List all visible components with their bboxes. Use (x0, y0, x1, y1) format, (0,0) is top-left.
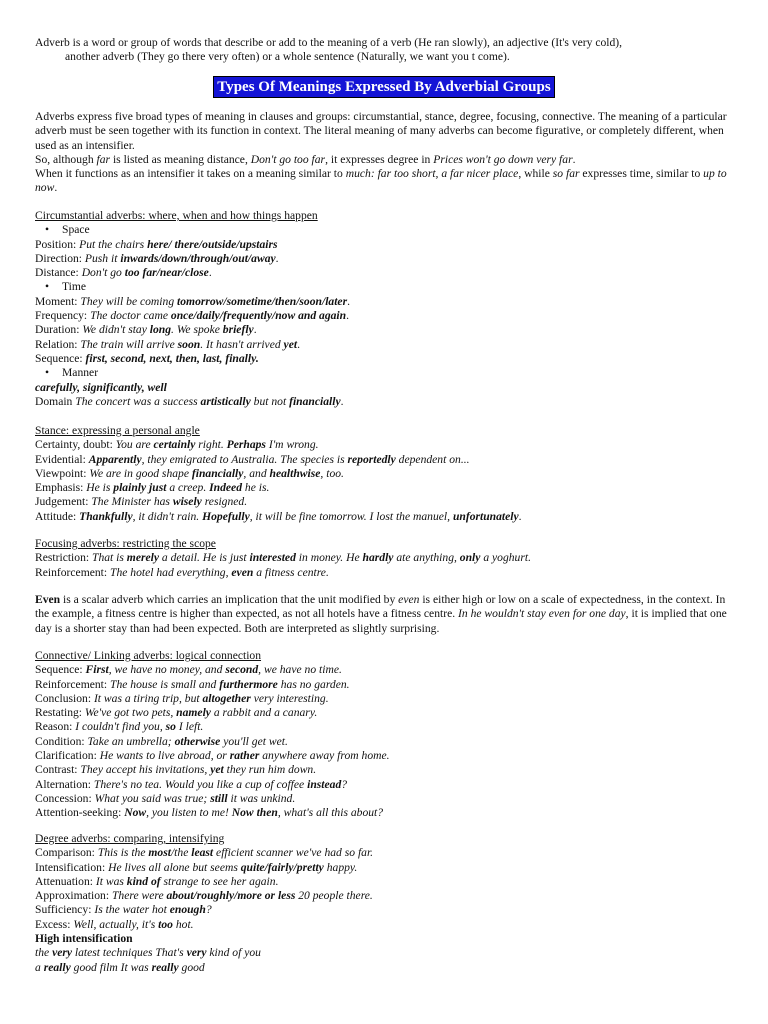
attitude-line: Attitude: Thankfully, it didn't rain. Hopefully, it will be fine tomorrow. I lost the manuel, unfortunately. (35, 509, 522, 523)
comparison-line: Comparison: This is the most/the least efficient scanner we've had so far. (35, 846, 374, 860)
manner-line: carefully, significantly, well (35, 380, 167, 394)
overview-when-line: When it functions as an intensifier it takes on a meaning similar to much: far too short, a far nicer place, while so far expresses time, similar to up to now. (35, 167, 727, 195)
stance-section (35, 424, 735, 524)
conn-reinforcement-line: Reinforcement: The house is small and furthermore has no garden. (35, 677, 350, 691)
bullet-manner: • Manner (45, 366, 99, 380)
overview-paragraph (35, 110, 735, 196)
duration-line: Duration: We didn't stay long. We spoke briefly. (35, 323, 257, 337)
domain-line: Domain The concert was a success artistically but not financially. (35, 394, 344, 408)
restriction-line: Restriction: That is merely a detail. He is just interested in money. He hardly ate anything, only a yoghurt. (35, 551, 531, 565)
section-heading: Stance: expressing a personal angle (35, 424, 200, 437)
bullet-time: • Time (45, 280, 87, 294)
viewpoint-line: Viewpoint: We are in good shape financially, and healthwise, too. (35, 466, 344, 480)
section-heading: Circumstantial adverbs: where, when and how things happen (35, 209, 318, 222)
intro-paragraph (35, 36, 735, 65)
direction-line: Direction: Push it inwards/down/through/out/away. (35, 251, 279, 265)
judgement-line: Judgement: The Minister has wisely resigned. (35, 495, 248, 509)
intro-line-1: Adverb is a word or group of words that describe or add to the meaning of a verb (He ran slowly), an adjective (It's very cold), (35, 36, 623, 49)
example-line-1: the very latest techniques That's very kind of you (35, 946, 261, 960)
position-line: Position: Put the chairs here/ there/outside/upstairs (35, 237, 278, 251)
excess-line: Excess: Well, actually, it's too hot. (35, 917, 194, 931)
section-heading: Connective/ Linking adverbs: logical connection (35, 649, 262, 662)
attention-line: Attention-seeking: Now, you listen to me! Now then, what's all this about? (35, 806, 384, 820)
conclusion-line: Conclusion: It was a tiring trip, but altogether very interesting. (35, 691, 329, 705)
focusing-section (35, 537, 735, 580)
section-heading: Degree adverbs: comparing, intensifying (35, 832, 225, 845)
certainty-line: Certainty, doubt: You are certainly right. Perhaps I'm wrong. (35, 438, 319, 452)
document-title: Types Of Meanings Expressed By Adverbial Groups (213, 76, 554, 98)
frequency-line: Frequency: The doctor came once/daily/frequently/now and again. (35, 309, 349, 323)
conn-sequence-line: Sequence: First, we have no money, and second, we have no time. (35, 663, 342, 677)
section-heading: Focusing adverbs: restricting the scope (35, 537, 216, 550)
moment-line: Moment: They will be coming tomorrow/sometime/then/soon/later. (35, 294, 350, 308)
degree-section (35, 832, 735, 975)
even-paragraph: Even is a scalar adverb which carries an implication that the unit modified by even is either high or low on a scale of expectedness, in the context. In the example, a fitness centre is higher than expected, as not all hotels have a fitness centre. In he wouldn't stay even for one day, it is implied that one day is a shorter stay than had been expected. Both are interpreted as slightly surprising. (35, 593, 727, 635)
clarification-line: Clarification: He wants to live abroad, or rather anywhere away from home. (35, 749, 390, 763)
restating-line: Restating: We've got two pets, namely a rabbit and a canary. (35, 706, 318, 720)
high-intensification-heading: High intensification (35, 932, 133, 946)
contrast-line: Contrast: They accept his invitations, yet they run him down. (35, 763, 317, 777)
reason-line: Reason: I couldn't find you, so I left. (35, 720, 204, 734)
alternation-line: Alternation: There's no tea. Would you like a cup of coffee instead? (35, 777, 348, 791)
overview-so-line: So, although far is listed as meaning distance, Don't go too far, it expresses degree in Prices won't go down very far. (35, 152, 576, 166)
relation-line: Relation: The train will arrive soon. It hasn't arrived yet. (35, 337, 300, 351)
sequence-line: Sequence: first, second, next, then, last, finally. (35, 351, 259, 365)
reinforcement-line: Reinforcement: The hotel had everything, even a fitness centre. (35, 565, 329, 579)
condition-line: Condition: Take an umbrella; otherwise you'll get wet. (35, 734, 288, 748)
sufficiency-line: Sufficiency: Is the water hot enough? (35, 903, 212, 917)
concession-line: Concession: What you said was true; still it was unkind. (35, 791, 296, 805)
evidential-line: Evidential: Apparently, they emigrated to Australia. The species is reportedly dependent on... (35, 452, 470, 466)
approximation-line: Approximation: There were about/roughly/more or less 20 people there. (35, 889, 373, 903)
attenuation-line: Attenuation: It was kind of strange to see her again. (35, 874, 279, 888)
emphasis-line: Emphasis: He is plainly just a creep. Indeed he is. (35, 481, 270, 495)
overview-text: Adverbs express five broad types of meaning in clauses and groups: circumstantial, stance, degree, focusing, connective. The meaning of a particular adverb must be seen together with its function in context. The literal meaning of many adverbs can become figurative, or completely different, when used as an intensifier. (35, 110, 727, 152)
intro-line-2: another adverb (They go there very often) or a whole sentence (Naturally, we want you t come). (65, 50, 510, 64)
bullet-space: • Space (45, 223, 90, 237)
example-line-2: a really good film It was really good (35, 960, 205, 974)
circumstantial-section (35, 209, 735, 409)
connective-section (35, 649, 735, 821)
intensification-line: Intensification: He lives all alone but seems quite/fairly/pretty happy. (35, 860, 358, 874)
distance-line: Distance: Don't go too far/near/close. (35, 266, 212, 280)
